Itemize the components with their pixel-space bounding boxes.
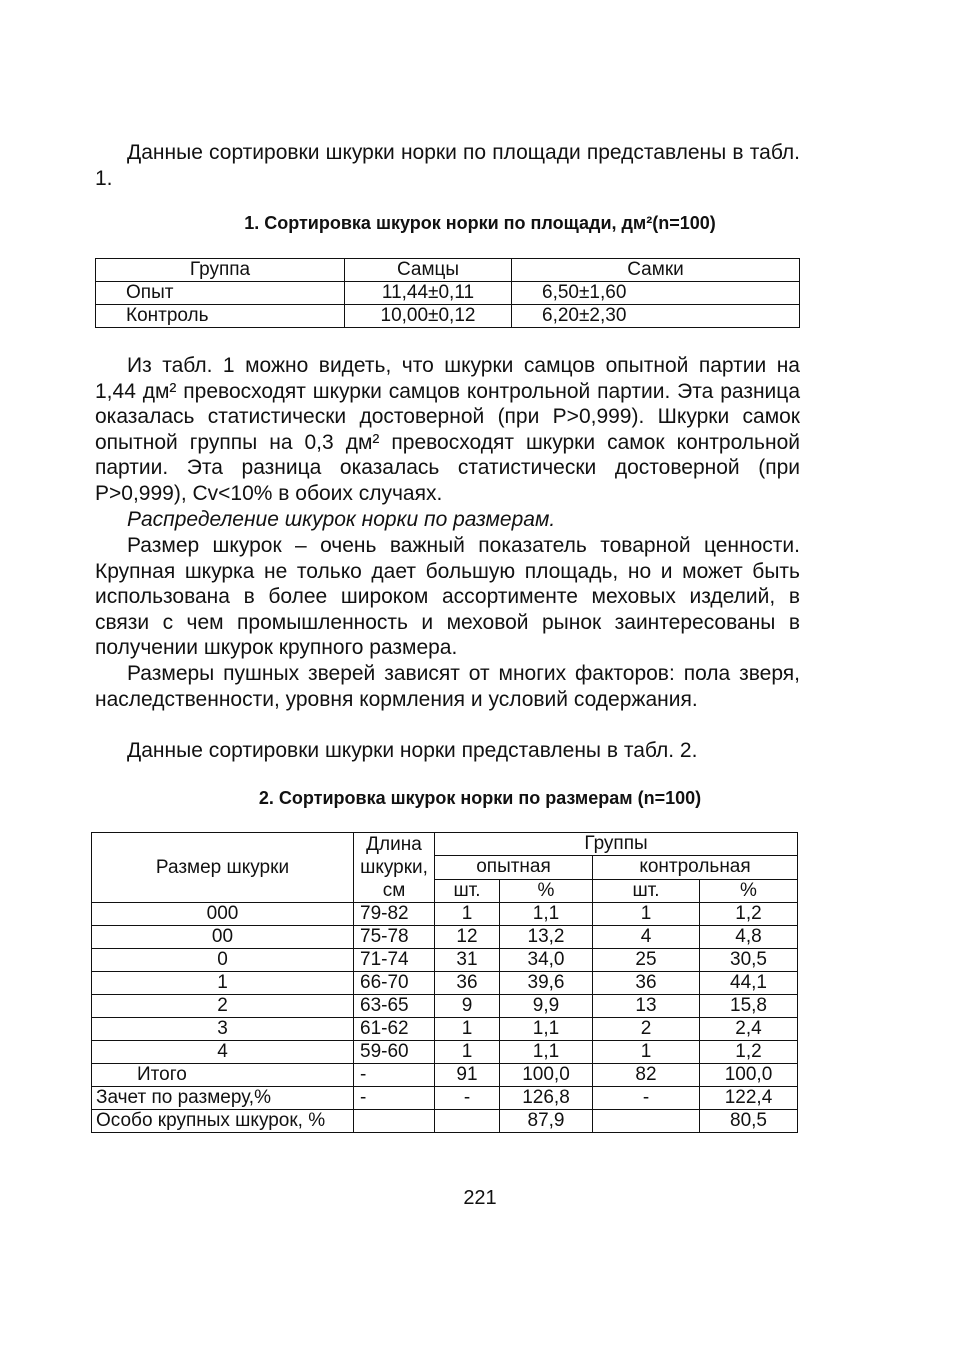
table-cell: 1 — [593, 1041, 700, 1064]
table-cell — [354, 1110, 435, 1133]
table-cell: 79-82 — [354, 903, 435, 926]
table-row — [92, 972, 798, 995]
table-cell: 1 — [435, 1041, 500, 1064]
table-cell: 000 — [92, 903, 354, 926]
table-cell: 75-78 — [354, 926, 435, 949]
table2-header-pcs: шт. — [435, 879, 500, 902]
table-cell: 31 — [435, 949, 500, 972]
table-cell: 126,8 — [500, 1087, 593, 1110]
table2-body — [92, 903, 798, 1133]
table-cell: 59-60 — [354, 1041, 435, 1064]
table-cell: - — [593, 1087, 700, 1110]
paragraph-4: Данные сортировки шкурки норки представлены в табл. 2. — [127, 739, 698, 762]
table-cell: 1,2 — [700, 903, 798, 926]
table-cell: 1 — [435, 1018, 500, 1041]
table-cell: 34,0 — [500, 949, 593, 972]
paragraph-3: Размеры пушных зверей зависят от многих факторов: пола зверя, наследственности, уровня кормления и условий содержания. — [95, 662, 800, 711]
table1-header-cell: Группа — [96, 259, 345, 282]
table-cell: 100,0 — [500, 1064, 593, 1087]
table-cell: 15,8 — [700, 995, 798, 1018]
table-row — [92, 1041, 798, 1064]
table-cell: Итого — [92, 1064, 354, 1087]
table-row — [92, 995, 798, 1018]
table-cell: 30,5 — [700, 949, 798, 972]
table2-header-pcs: шт. — [593, 879, 700, 902]
table2-header-size: Размер шкурки — [92, 833, 354, 903]
table-cell: 0 — [92, 949, 354, 972]
page-number: 221 — [463, 1187, 497, 1209]
table-cell: 2 — [92, 995, 354, 1018]
table-cell: 00 — [92, 926, 354, 949]
table-cell: 25 — [593, 949, 700, 972]
table-cell: 12 — [435, 926, 500, 949]
table-row — [92, 903, 798, 926]
table-cell: 11,44±0,11 — [345, 282, 512, 305]
table-cell: 13 — [593, 995, 700, 1018]
table1-caption: 1. Сортировка шкурок норки по площади, дм²(n=100) — [244, 213, 716, 233]
table-cell: 1,1 — [500, 1018, 593, 1041]
table-cell: Контроль — [96, 305, 345, 328]
table2-caption: 2. Сортировка шкурок норки по размерам (n=100) — [258, 788, 702, 808]
table2-header-length: Длина шкурки, см — [354, 833, 435, 903]
table-cell: 9,9 — [500, 995, 593, 1018]
table2-header-pct: % — [500, 879, 593, 902]
table2-header-groups: Группы — [435, 833, 798, 856]
table-row — [96, 282, 800, 305]
table-cell: Опыт — [96, 282, 345, 305]
paragraph-2: Размер шкурок – очень важный показатель товарной ценности. Крупная шкурка не только дает большую площадь, но и может быть использована в более широком ассортименте меховых изделий, в связи с чем промышленность и меховой рынок заинтересованы в получении шкурок крупного размера. — [95, 534, 800, 660]
table-cell: Зачет по размеру,% — [92, 1087, 354, 1110]
table-row — [92, 949, 798, 972]
table2 — [91, 832, 798, 1133]
subheading: Распределение шкурок норки по размерам. — [127, 508, 556, 531]
paragraph-1: Из табл. 1 можно видеть, что шкурки самцов опытной партии на 1,44 дм² превосходят шкурки самцов контрольной партии. Эта разница оказалась статистически достоверной (при P>0,999). Шкурки самок опытной группы на 0,3 дм² превосходят шкурки самок контрольной партии. Эта разница оказалась статистически достоверной (при P>0,999), Cv<10% в обоих случаях. — [95, 354, 800, 505]
table-row — [92, 1110, 798, 1133]
table-cell: 3 — [92, 1018, 354, 1041]
table2-header-row — [92, 833, 798, 856]
table-cell: 1,1 — [500, 1041, 593, 1064]
table-cell — [593, 1110, 700, 1133]
table-cell: 61-62 — [354, 1018, 435, 1041]
table-cell: 6,50±1,60 — [512, 282, 800, 305]
table-cell: 4 — [92, 1041, 354, 1064]
table-cell: 80,5 — [700, 1110, 798, 1133]
table-cell: Особо крупных шкурок, % — [92, 1110, 354, 1133]
table-row — [92, 1087, 798, 1110]
table-cell: - — [354, 1064, 435, 1087]
table-cell: 36 — [435, 972, 500, 995]
intro-paragraph: Данные сортировки шкурки норки по площади представлены в табл. 1. — [95, 141, 800, 190]
table-cell — [435, 1110, 500, 1133]
table-cell: 82 — [593, 1064, 700, 1087]
table-row — [96, 305, 800, 328]
table-cell: 44,1 — [700, 972, 798, 995]
table-cell: 63-65 — [354, 995, 435, 1018]
table-cell: 66-70 — [354, 972, 435, 995]
table-row — [92, 1064, 798, 1087]
table-row — [92, 926, 798, 949]
table2-header-experimental: опытная — [435, 856, 593, 879]
table2-header-control: контрольная — [593, 856, 798, 879]
table-cell: 39,6 — [500, 972, 593, 995]
table1 — [95, 258, 800, 328]
table-cell: 100,0 — [700, 1064, 798, 1087]
table-cell: - — [354, 1087, 435, 1110]
table-cell: 4 — [593, 926, 700, 949]
table1-header-row — [96, 259, 800, 282]
table-cell: - — [435, 1087, 500, 1110]
table-cell: 2 — [593, 1018, 700, 1041]
table-cell: 1 — [435, 903, 500, 926]
table-cell: 13,2 — [500, 926, 593, 949]
table-cell: 87,9 — [500, 1110, 593, 1133]
table-cell: 4,8 — [700, 926, 798, 949]
table-cell: 9 — [435, 995, 500, 1018]
table-cell: 1,2 — [700, 1041, 798, 1064]
table-cell: 10,00±0,12 — [345, 305, 512, 328]
table1-header-cell: Самки — [512, 259, 800, 282]
table-cell: 91 — [435, 1064, 500, 1087]
table-cell: 6,20±2,30 — [512, 305, 800, 328]
table-cell: 1,1 — [500, 903, 593, 926]
table-cell: 71-74 — [354, 949, 435, 972]
table1-header-cell: Самцы — [345, 259, 512, 282]
table-cell: 1 — [593, 903, 700, 926]
table-cell: 122,4 — [700, 1087, 798, 1110]
table-cell: 1 — [92, 972, 354, 995]
table-cell: 2,4 — [700, 1018, 798, 1041]
table-cell: 36 — [593, 972, 700, 995]
table-row — [92, 1018, 798, 1041]
table2-header-pct: % — [700, 879, 798, 902]
